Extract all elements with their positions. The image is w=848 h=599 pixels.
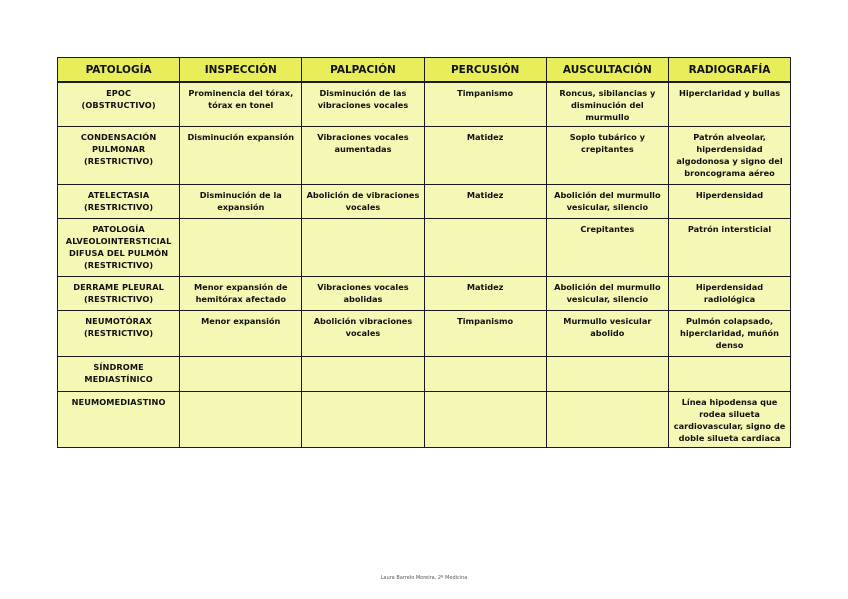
table-row [58, 82, 791, 127]
cell-radiografia [668, 357, 790, 392]
cell-patologia: CONDENSACIÓN PULMONAR (RESTRICTIVO) [58, 127, 180, 185]
cell-auscultacion [546, 392, 668, 448]
cell-patologia: SÍNDROME MEDIASTÍNICO [58, 357, 180, 392]
cell-patologia: NEUMOTÓRAX (RESTRICTIVO) [58, 311, 180, 357]
cell-percusion: Matidez [424, 127, 546, 185]
cell-patologia: EPOC (OBSTRUCTIVO) [58, 82, 180, 127]
cell-percusion [424, 219, 546, 277]
cell-inspeccion: Menor expansión [180, 311, 302, 357]
table-row [58, 127, 791, 185]
cell-auscultacion: Crepitantes [546, 219, 668, 277]
table-row [58, 311, 791, 357]
cell-auscultacion [546, 357, 668, 392]
cell-palpacion: Abolición vibraciones vocales [302, 311, 424, 357]
table-row [58, 357, 791, 392]
header-radiografia: RADIOGRAFÍA [668, 58, 790, 83]
cell-radiografia: Hiperclaridad y bullas [668, 82, 790, 127]
header-auscultacion: AUSCULTACIÓN [546, 58, 668, 83]
cell-auscultacion: Roncus, sibilancias y disminución del murmullo [546, 82, 668, 127]
cell-radiografia: Línea hipodensa que rodea silueta cardiovascular, signo de doble silueta cardiaca [668, 392, 790, 448]
cell-radiografia: Patrón alveolar, hiperdensidad algodonosa y signo del broncograma aéreo [668, 127, 790, 185]
table-row [58, 185, 791, 219]
cell-patologia: ATELECTASIA (RESTRICTIVO) [58, 185, 180, 219]
cell-percusion [424, 357, 546, 392]
cell-inspeccion: Disminución expansión [180, 127, 302, 185]
cell-percusion: Matidez [424, 185, 546, 219]
cell-auscultacion: Abolición del murmullo vesicular, silencio [546, 185, 668, 219]
cell-auscultacion: Murmullo vesicular abolido [546, 311, 668, 357]
cell-percusion: Timpanismo [424, 311, 546, 357]
page-footer: Laura Barrelo Moreira, 2º Medicina [380, 575, 468, 581]
header-inspeccion: INSPECCIÓN [180, 58, 302, 83]
table-body [58, 82, 791, 448]
cell-palpacion [302, 392, 424, 448]
cell-palpacion [302, 219, 424, 277]
cell-inspeccion: Prominencia del tórax, tórax en tonel [180, 82, 302, 127]
cell-palpacion [302, 357, 424, 392]
table-row [58, 392, 791, 448]
table-row [58, 219, 791, 277]
cell-palpacion: Vibraciones vocales aumentadas [302, 127, 424, 185]
cell-inspeccion [180, 392, 302, 448]
cell-radiografia: Patrón intersticial [668, 219, 790, 277]
cell-percusion [424, 392, 546, 448]
cell-palpacion: Disminución de las vibraciones vocales [302, 82, 424, 127]
header-row [58, 58, 791, 83]
cell-inspeccion: Menor expansión de hemitórax afectado [180, 277, 302, 311]
cell-percusion: Matidez [424, 277, 546, 311]
cell-patologia: PATOLOGÍA ALVEOLOINTERSTICIAL DIFUSA DEL PULMÓN (RESTRICTIVO) [58, 219, 180, 277]
header-palpacion: PALPACIÓN [302, 58, 424, 83]
pathology-table [57, 57, 791, 448]
cell-palpacion: Vibraciones vocales abolidas [302, 277, 424, 311]
cell-radiografia: Hiperdensidad radiológica [668, 277, 790, 311]
cell-inspeccion [180, 219, 302, 277]
cell-radiografia: Hiperdensidad [668, 185, 790, 219]
header-percusion: PERCUSIÓN [424, 58, 546, 83]
cell-percusion: Timpanismo [424, 82, 546, 127]
cell-patologia: NEUMOMEDIASTINO [58, 392, 180, 448]
table-row [58, 277, 791, 311]
cell-auscultacion: Abolición del murmullo vesicular, silencio [546, 277, 668, 311]
cell-radiografia: Pulmón colapsado, hiperclaridad, muñón denso [668, 311, 790, 357]
cell-patologia: DERRAME PLEURAL (RESTRICTIVO) [58, 277, 180, 311]
cell-auscultacion: Soplo tubárico y crepitantes [546, 127, 668, 185]
cell-inspeccion [180, 357, 302, 392]
cell-inspeccion: Disminución de la expansión [180, 185, 302, 219]
header-patologia: PATOLOGÍA [58, 58, 180, 83]
cell-palpacion: Abolición de vibraciones vocales [302, 185, 424, 219]
